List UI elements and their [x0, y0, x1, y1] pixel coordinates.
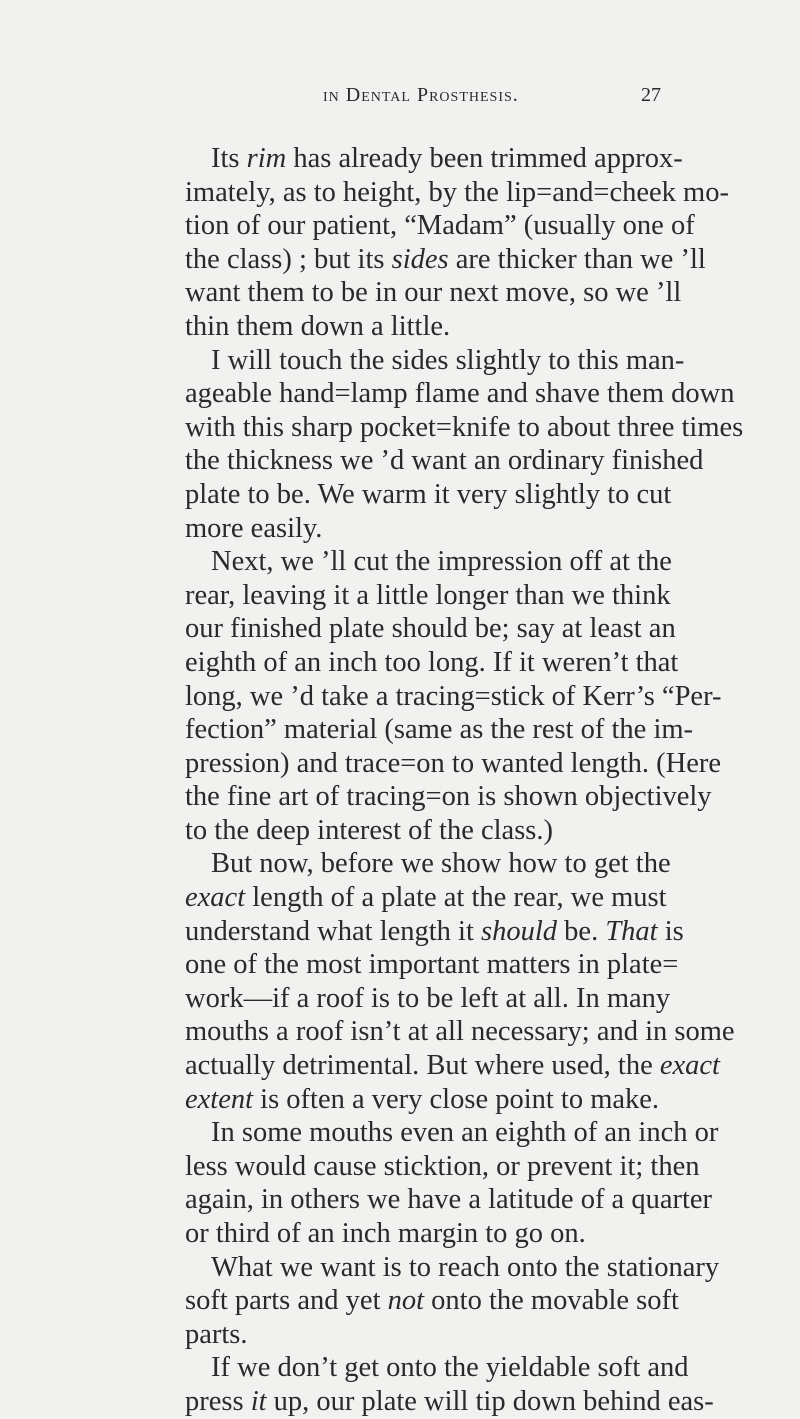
- text-line: rear, leaving it a little longer than we think: [185, 579, 671, 611]
- text-line: soft parts and yet not onto the movable soft: [185, 1285, 679, 1317]
- text-line: the fine art of tracing=on is shown objectively: [185, 781, 712, 813]
- text-line: again, in others we have a latitude of a quarter: [185, 1184, 713, 1216]
- text-line: If we don’t get onto the yieldable soft and: [211, 1352, 689, 1384]
- text-line: ageable hand=lamp flame and shave them down: [185, 378, 735, 410]
- text-line: less would cause sticktion, or prevent it; then: [185, 1150, 700, 1182]
- text-line: one of the most important matters in plate=: [185, 949, 679, 981]
- paragraph: [185, 344, 744, 546]
- text-line: fection” material (same as the rest of the im-: [185, 714, 694, 746]
- body-text: [185, 142, 744, 1419]
- text-line: work—if a roof is to be left at all. In many: [185, 982, 671, 1014]
- text-line: Next, we ’ll cut the impression off at the: [211, 546, 672, 578]
- text-line: the class) ; but its sides are thicker than we ’ll: [185, 243, 706, 275]
- paragraph: [185, 1351, 714, 1418]
- emphasis: That: [605, 915, 658, 947]
- text-line: press it up, our plate will tip down behind eas-: [185, 1385, 714, 1417]
- text-line: actually detrimental. But where used, the exact: [185, 1050, 720, 1082]
- text-line: with this sharp pocket=knife to about three times: [185, 411, 744, 443]
- emphasis: exact: [659, 1050, 720, 1082]
- text-line: the thickness we ’d want an ordinary finished: [185, 445, 704, 477]
- text-line: eighth of an inch too long. If it weren’t that: [185, 646, 679, 678]
- emphasis: exact: [185, 882, 246, 914]
- running-head: [0, 84, 800, 114]
- text-line: long, we ’d take a tracing=stick of Kerr’s “Per-: [185, 680, 722, 712]
- paragraph: [185, 847, 735, 1116]
- text-line: understand what length it should be. That is: [185, 915, 684, 947]
- text-line: or third of an inch margin to go on.: [185, 1218, 586, 1249]
- page-number: 27: [641, 84, 661, 106]
- paragraph: [185, 142, 729, 344]
- emphasis: not: [387, 1285, 425, 1317]
- text-line: more easily.: [185, 512, 323, 544]
- text-line: imately, as to height, by the lip=and=cheek mo-: [185, 176, 729, 208]
- emphasis: it: [250, 1385, 267, 1417]
- text-line: thin them down a little.: [185, 310, 451, 342]
- emphasis: should: [481, 915, 558, 947]
- text-line: parts.: [185, 1318, 248, 1350]
- text-line: But now, before we show how to get the: [211, 848, 671, 880]
- emphasis: rim: [246, 143, 287, 174]
- text-line: want them to be in our next move, so we ’ll: [185, 277, 682, 309]
- paragraph: [185, 545, 722, 847]
- emphasis: sides: [391, 243, 449, 275]
- text-line: exact length of a plate at the rear, we must: [185, 882, 667, 914]
- paragraph: [185, 1116, 719, 1250]
- text-line: In some mouths even an eighth of an inch or: [211, 1117, 719, 1149]
- text-line: mouths a roof isn’t at all necessary; and in some: [185, 1016, 735, 1048]
- paragraph: [185, 1251, 720, 1352]
- text-line: I will touch the sides slightly to this man-: [211, 344, 685, 376]
- text-line: extent is often a very close point to make.: [185, 1083, 660, 1115]
- running-title: in Dental Prosthesis.: [323, 84, 519, 106]
- text-line: Its rim has already been trimmed approx-: [211, 143, 683, 174]
- text-line: tion of our patient, “Madam” (usually one of: [185, 210, 695, 242]
- emphasis: extent: [185, 1083, 254, 1115]
- text-line: to the deep interest of the class.): [185, 814, 553, 846]
- text-line: our finished plate should be; say at least an: [185, 613, 676, 645]
- text-line: pression) and trace=on to wanted length. (Here: [185, 747, 722, 779]
- text-line: plate to be. We warm it very slightly to cut: [185, 478, 672, 510]
- text-line: What we want is to reach onto the stationary: [211, 1251, 720, 1283]
